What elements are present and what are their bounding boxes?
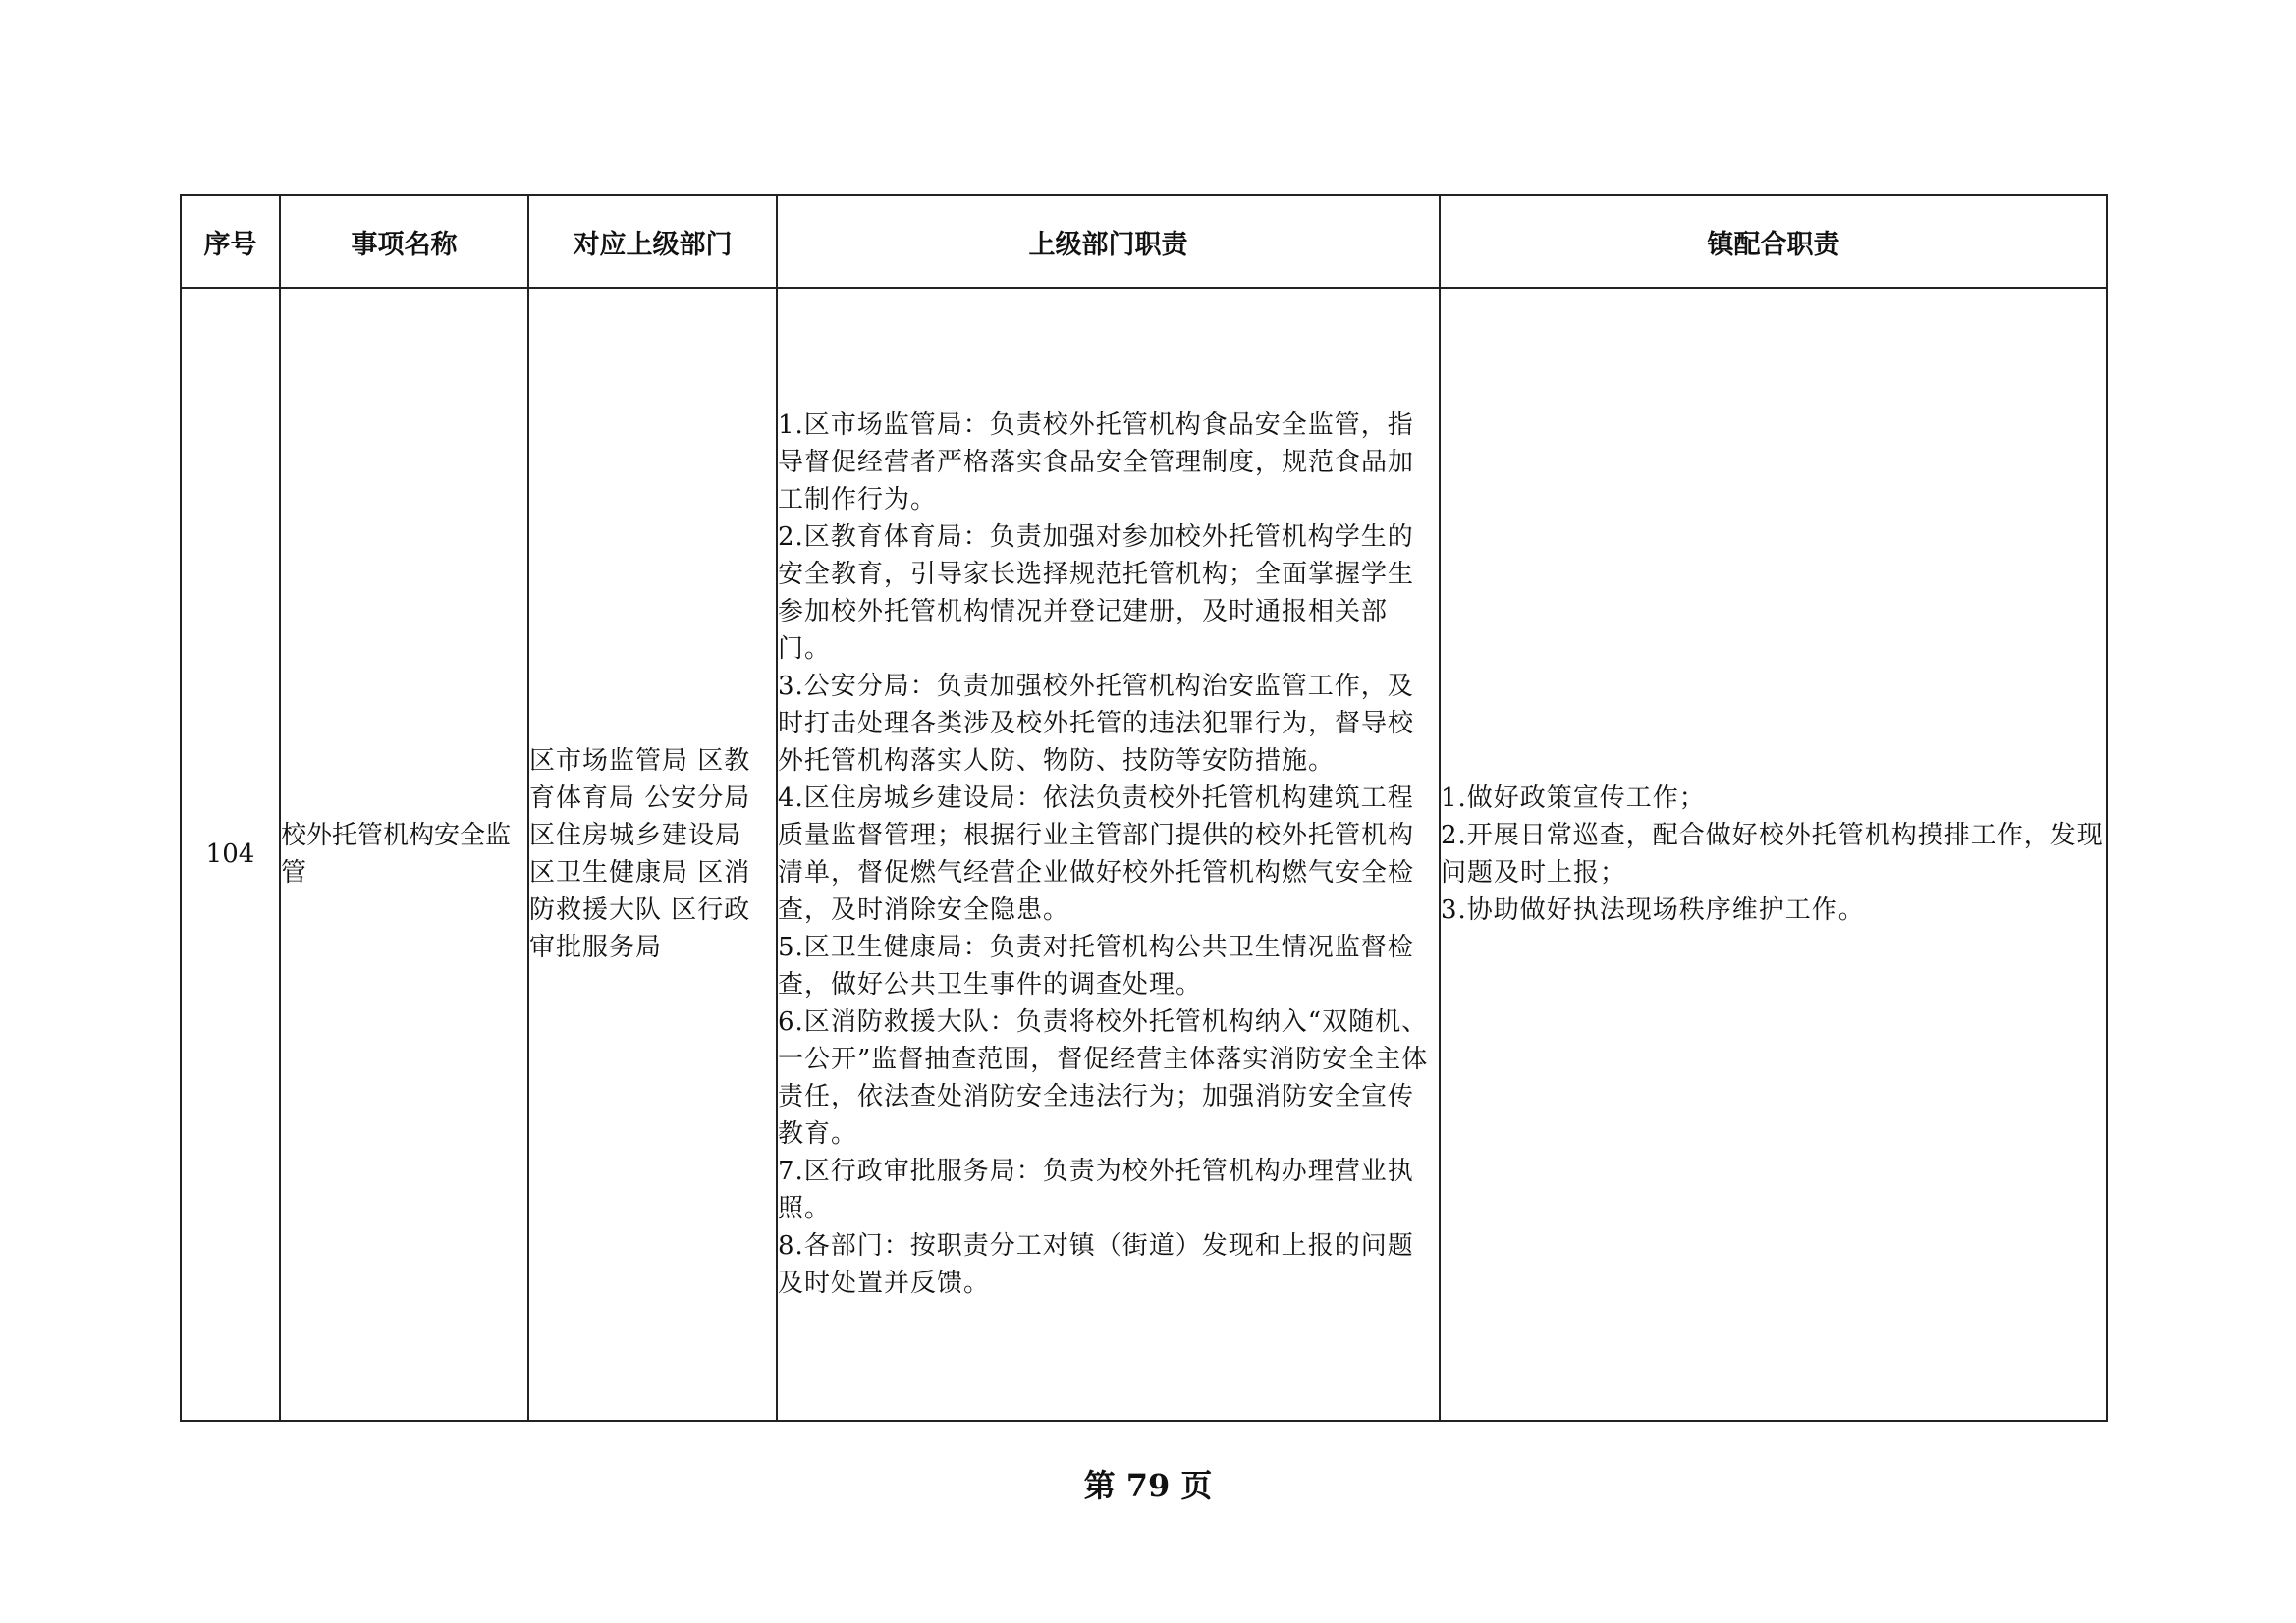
duty-paragraph: 8.各部门：按职责分工对镇（街道）发现和上报的问题及时处置并反馈。 (778, 1231, 1414, 1298)
duty-paragraph: 4.区住房城乡建设局：依法负责校外托管机构建筑工程质量监督管理；根据行业主管部门提供的校外托管机构清单，督促燃气经营企业做好校外托管机构燃气安全检查，及时消除安全隐患。 (778, 784, 1415, 925)
header-serial-number: 序号 (181, 195, 280, 288)
header-superior-duties: 上级部门职责 (777, 195, 1440, 288)
table-header-row (181, 195, 2107, 288)
duty-paragraph: 6.区消防救援大队：负责将校外托管机构纳入“双随机、一公开”监督抽查范围，督促经营主体落实消防安全主体责任，依法查处消防安全违法行为；加强消防安全宣传教育。 (778, 1007, 1429, 1149)
table-row (181, 288, 2107, 1421)
cell-superior-department: 区市场监管局 区教育体育局 公安分局 区住房城乡建设局 区卫生健康局 区消防救援大队 区行政审批服务局 (528, 288, 777, 1421)
duty-paragraph: 5.区卫生健康局：负责对托管机构公共卫生情况监督检查，做好公共卫生事件的调查处理。 (778, 933, 1414, 1000)
cell-superior-duties (777, 288, 1440, 1421)
duty-table (180, 194, 2108, 1422)
duty-paragraph: 2.区教育体育局：负责加强对参加校外托管机构学生的安全教育，引导家长选择规范托管机构；全面掌握学生参加校外托管机构情况并登记建册，及时通报相关部门。 (778, 522, 1415, 664)
town-duty-paragraph: 3.协助做好执法现场秩序维护工作。 (1441, 895, 1865, 925)
duty-paragraph: 7.区行政审批服务局：负责为校外托管机构办理营业执照。 (778, 1157, 1414, 1223)
header-item-name: 事项名称 (280, 195, 528, 288)
town-duty-paragraph: 1.做好政策宣传工作； (1441, 784, 1706, 813)
cell-serial-number: 104 (181, 288, 280, 1421)
header-superior-department: 对应上级部门 (528, 195, 777, 288)
cell-town-duties (1440, 288, 2107, 1421)
duty-paragraph: 1.区市场监管局：负责校外托管机构食品安全监管，指导督促经营者严格落实食品安全管理制度，规范食品加工制作行为。 (778, 410, 1415, 514)
duty-paragraph: 3.公安分局：负责加强校外托管机构治安监管工作，及时打击处理各类涉及校外托管的违法犯罪行为，督导校外托管机构落实人防、物防、技防等安防措施。 (778, 672, 1415, 776)
town-duty-paragraph: 2.开展日常巡查，配合做好校外托管机构摸排工作，发现问题及时上报； (1441, 821, 2104, 888)
page-number: 第 79 页 (1083, 1467, 1213, 1504)
header-town-duties: 镇配合职责 (1440, 195, 2107, 288)
cell-item-name: 校外托管机构安全监管 (280, 288, 528, 1421)
